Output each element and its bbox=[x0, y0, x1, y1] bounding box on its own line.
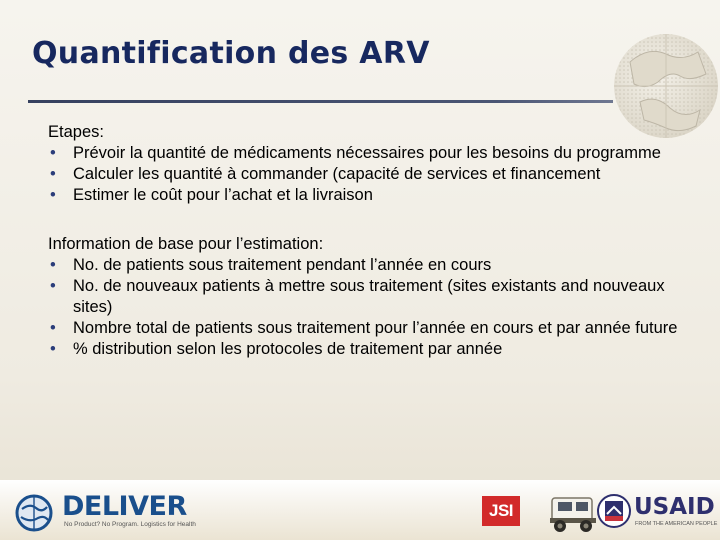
title-underline bbox=[28, 100, 613, 103]
usaid-tagline: FROM THE AMERICAN PEOPLE bbox=[635, 521, 718, 527]
deliver-tagline: No Product? No Program. Logistics for Health bbox=[64, 521, 196, 528]
bullet-icon: • bbox=[50, 277, 56, 295]
list-item-text: Estimer le coût pour l’achat et la livraison bbox=[73, 186, 373, 204]
info-heading: Information de base pour l’estimation: bbox=[48, 235, 324, 253]
list-item bbox=[48, 164, 678, 185]
list-item bbox=[48, 143, 678, 164]
list-item-text: No. de nouveaux patients à mettre sous traitement (sites existants and nouveaux sites) bbox=[73, 277, 665, 316]
steps-heading: Etapes: bbox=[48, 123, 104, 141]
usaid-logo bbox=[596, 491, 718, 531]
bullet-icon: • bbox=[50, 340, 56, 358]
deliver-logo bbox=[14, 493, 194, 533]
jsi-logo: JSI bbox=[482, 496, 520, 526]
usaid-wordmark: USAID bbox=[634, 494, 715, 520]
bullet-icon: • bbox=[50, 144, 56, 162]
list-item-text: Prévoir la quantité de médicaments nécessaires pour les besoins du programme bbox=[73, 144, 661, 162]
list-item bbox=[48, 339, 678, 360]
deliver-globe-icon bbox=[14, 493, 54, 533]
slide-title: Quantification des ARV bbox=[32, 36, 430, 71]
bullet-icon: • bbox=[50, 186, 56, 204]
usaid-seal-icon bbox=[596, 493, 632, 529]
section-spacer bbox=[48, 206, 678, 234]
list-item bbox=[48, 318, 678, 339]
list-item bbox=[48, 255, 678, 276]
list-item-text: % distribution selon les protocoles de traitement par année bbox=[73, 340, 503, 358]
bullet-icon: • bbox=[50, 319, 56, 337]
slide-body bbox=[48, 122, 678, 360]
bullet-icon: • bbox=[50, 256, 56, 274]
list-item-text: Calculer les quantité à commander (capacité de services et financement bbox=[73, 165, 601, 183]
list-item bbox=[48, 185, 678, 206]
deliver-wordmark: DELIVER bbox=[62, 491, 187, 522]
list-item-text: Nombre total de patients sous traitement pour l’année en cours et par année future bbox=[73, 319, 678, 337]
list-item-text: No. de patients sous traitement pendant l’année en cours bbox=[73, 256, 492, 274]
bullet-icon: • bbox=[50, 165, 56, 183]
list-item bbox=[48, 276, 678, 318]
